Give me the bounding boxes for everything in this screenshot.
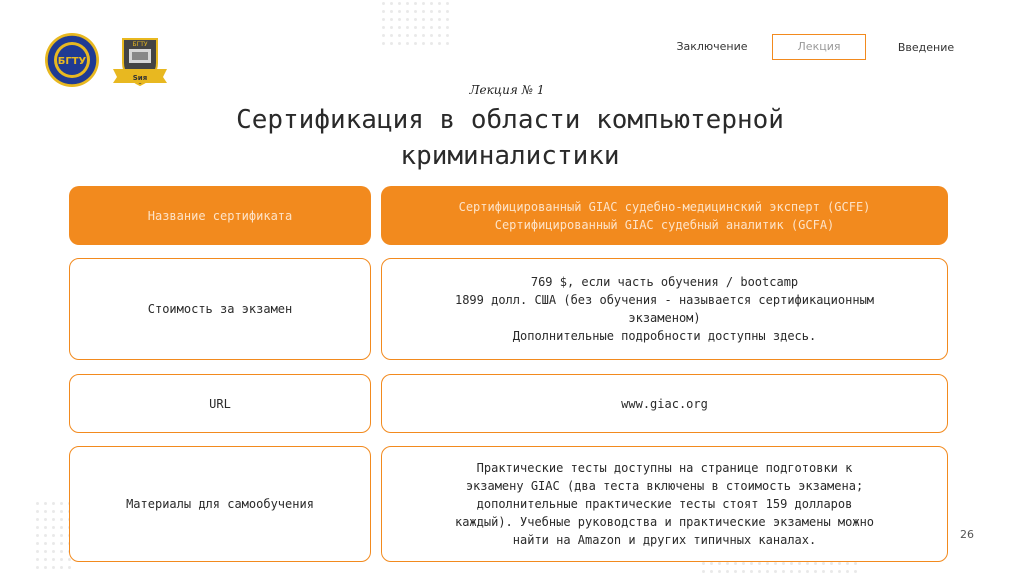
header-value-cell bbox=[381, 186, 948, 245]
header-label: Название сертификата bbox=[147, 208, 293, 223]
materials-label-cell bbox=[69, 446, 371, 562]
title-line-1: Сертификация в области компьютерной bbox=[236, 105, 784, 135]
materials-label: Материалы для самообучения bbox=[126, 497, 314, 511]
nav-lecture-active[interactable]: Лекция bbox=[772, 34, 866, 60]
nav-introduction[interactable]: Введение bbox=[897, 41, 955, 54]
header-value bbox=[459, 198, 871, 234]
materials-value-line: дополнительные практические тесты стоят 159 долларов bbox=[476, 497, 853, 511]
title-line-2: криминалистики bbox=[400, 141, 620, 171]
university-gear-logo bbox=[44, 32, 100, 88]
materials-value-line: каждый). Учебные руководства и практические экзамены можно bbox=[454, 515, 875, 529]
url-value-cell bbox=[381, 374, 948, 433]
svg-text:БГТУ: БГТУ bbox=[57, 56, 87, 67]
svg-text:Sия: Sия bbox=[132, 74, 148, 82]
cost-value-line: экзаменом) bbox=[628, 311, 701, 325]
materials-value-line: экзамену GIAC (два теста включены в стоимость экзамена; bbox=[465, 479, 864, 493]
url-label-cell bbox=[69, 374, 371, 433]
cost-value-line: Дополнительные подробности доступны здесь. bbox=[512, 329, 817, 343]
decorative-dots-bottom-left bbox=[34, 500, 70, 574]
decorative-dots-top bbox=[380, 0, 452, 44]
header-label-cell bbox=[69, 186, 371, 245]
cost-value-cell bbox=[381, 258, 948, 360]
url-label: URL bbox=[209, 396, 231, 411]
lecture-number: Лекция № 1 bbox=[469, 83, 545, 97]
header-value-line: Сертифицированный GIAC судебный аналитик (GCFA) bbox=[494, 217, 835, 232]
url-link[interactable]: www.giac.org bbox=[621, 396, 708, 411]
svg-text:БГТУ: БГТУ bbox=[132, 41, 148, 48]
materials-value-line: Практические тесты доступны на странице подготовки к bbox=[476, 461, 853, 475]
decorative-dots-bottom-right bbox=[700, 560, 860, 574]
nav-conclusion[interactable]: Заключение bbox=[676, 40, 748, 53]
materials-value-cell bbox=[381, 446, 948, 562]
cost-label: Стоимость за экзамен bbox=[147, 302, 293, 316]
faculty-shield-logo bbox=[111, 33, 169, 89]
cost-label-cell bbox=[69, 258, 371, 360]
cost-value-line: 769 $, если часть обучения / bootcamp bbox=[530, 275, 799, 289]
materials-value-line: найти на Amazon и других типичных каналах. bbox=[512, 533, 817, 547]
cost-value-line: 1899 долл. США (без обучения - называется сертификационным bbox=[454, 293, 875, 307]
cost-value bbox=[455, 273, 874, 345]
header-value-line: Сертифицированный GIAC судебно-медицинский эксперт (GCFE) bbox=[458, 199, 871, 214]
materials-value bbox=[455, 459, 874, 549]
page-number: 26 bbox=[960, 528, 974, 541]
page-title bbox=[160, 102, 860, 174]
